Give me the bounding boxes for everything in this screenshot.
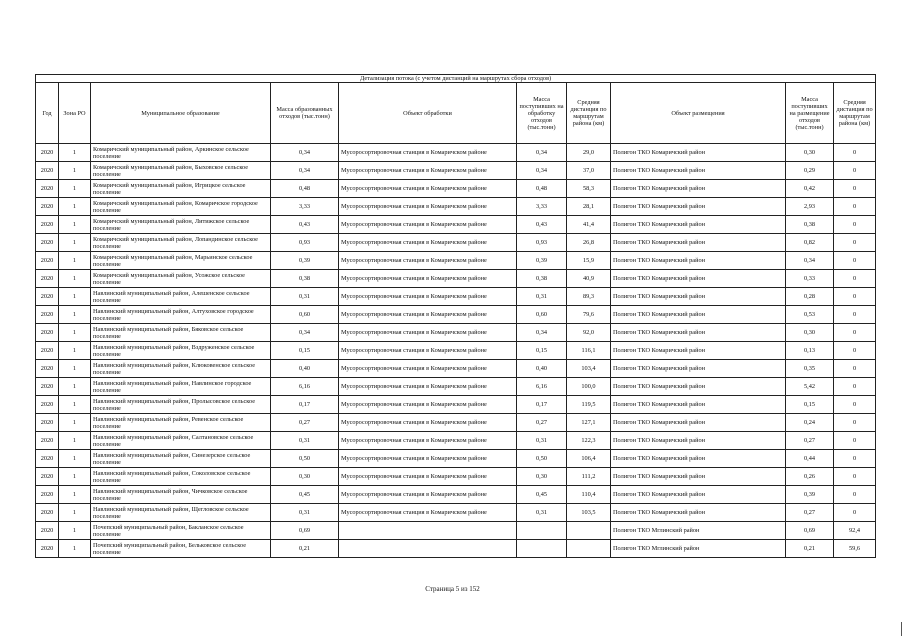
cell-mass-generated: 0,38	[271, 270, 339, 288]
cell-placement-distance: 59,6	[834, 540, 876, 558]
cell-placement-object: Полигон ТКО Комаричский район	[611, 198, 786, 216]
cell-zone: 1	[59, 306, 91, 324]
table-row	[36, 324, 876, 342]
cell-placement-object: Полигон ТКО Комаричский район	[611, 504, 786, 522]
cell-placement-object: Полигон ТКО Комаричский район	[611, 432, 786, 450]
cell-processing-object	[339, 522, 517, 540]
cell-year: 2020	[36, 180, 59, 198]
cell-placement-mass: 0,30	[786, 144, 834, 162]
header-year: Год	[36, 83, 59, 144]
table-caption: Детализация потока (с учетом дистанций на маршрутах сбора отходов)	[36, 75, 876, 83]
header-placement-distance: Средняя дистанция по маршрутам района (км)	[834, 83, 876, 144]
cell-zone: 1	[59, 198, 91, 216]
table-row	[36, 144, 876, 162]
cell-year: 2020	[36, 504, 59, 522]
cell-mass-generated: 0,34	[271, 144, 339, 162]
cell-processing-mass: 0,15	[517, 342, 567, 360]
cell-year: 2020	[36, 324, 59, 342]
cell-placement-mass: 0,39	[786, 486, 834, 504]
cell-placement-mass: 0,34	[786, 252, 834, 270]
cell-placement-object: Полигон ТКО Комаричский район	[611, 360, 786, 378]
cell-placement-mass: 0,27	[786, 432, 834, 450]
cell-mass-generated: 0,93	[271, 234, 339, 252]
cell-municipality: Комаричский муниципальный район, Лопандинское сельское поселение	[91, 234, 271, 252]
cell-processing-object: Мусоросортировочная станция в Комаричском районе	[339, 144, 517, 162]
cell-placement-object: Полигон ТКО Комаричский район	[611, 378, 786, 396]
table-body	[36, 144, 876, 558]
cell-year: 2020	[36, 432, 59, 450]
cell-mass-generated: 0,48	[271, 180, 339, 198]
cell-placement-object: Полигон ТКО Комаричский район	[611, 486, 786, 504]
cell-zone: 1	[59, 486, 91, 504]
cell-processing-distance: 26,8	[567, 234, 611, 252]
cell-placement-distance: 0	[834, 504, 876, 522]
cell-placement-object: Полигон ТКО Комаричский район	[611, 234, 786, 252]
cell-placement-distance: 0	[834, 432, 876, 450]
cell-processing-mass: 0,39	[517, 252, 567, 270]
cell-mass-generated: 6,16	[271, 378, 339, 396]
cell-zone: 1	[59, 522, 91, 540]
cell-municipality: Комаричский муниципальный район, Марьинское сельское поселение	[91, 252, 271, 270]
cell-placement-distance: 0	[834, 306, 876, 324]
cell-placement-mass: 0,30	[786, 324, 834, 342]
cell-processing-distance: 40,9	[567, 270, 611, 288]
cell-processing-distance: 89,3	[567, 288, 611, 306]
cell-zone: 1	[59, 540, 91, 558]
cell-municipality: Почепский муниципальный район, Бельковское сельское поселение	[91, 540, 271, 558]
cell-placement-distance: 92,4	[834, 522, 876, 540]
cell-year: 2020	[36, 162, 59, 180]
cell-placement-distance: 0	[834, 324, 876, 342]
cell-processing-distance: 110,4	[567, 486, 611, 504]
cell-placement-object: Полигон ТКО Мглинский район	[611, 540, 786, 558]
waste-flow-table	[35, 74, 876, 558]
cell-municipality: Почепский муниципальный район, Бакланское сельское поселение	[91, 522, 271, 540]
cell-placement-distance: 0	[834, 414, 876, 432]
cell-zone: 1	[59, 324, 91, 342]
cell-placement-object: Полигон ТКО Комаричский район	[611, 288, 786, 306]
scan-edge-mark	[901, 622, 902, 636]
cell-municipality: Комаричский муниципальный район, Усожское сельское поселение	[91, 270, 271, 288]
cell-processing-object: Мусоросортировочная станция в Комаричском районе	[339, 234, 517, 252]
table-row	[36, 468, 876, 486]
cell-processing-object: Мусоросортировочная станция в Комаричском районе	[339, 504, 517, 522]
cell-processing-distance: 127,1	[567, 414, 611, 432]
cell-processing-distance: 92,0	[567, 324, 611, 342]
cell-zone: 1	[59, 342, 91, 360]
cell-processing-object: Мусоросортировочная станция в Комаричском районе	[339, 468, 517, 486]
cell-mass-generated: 0,45	[271, 486, 339, 504]
cell-placement-mass: 0,44	[786, 450, 834, 468]
cell-mass-generated: 0,30	[271, 468, 339, 486]
cell-placement-mass: 0,82	[786, 234, 834, 252]
header-zone: Зона РО	[59, 83, 91, 144]
cell-placement-mass: 0,26	[786, 468, 834, 486]
table-row	[36, 234, 876, 252]
cell-placement-object: Полигон ТКО Мглинский район	[611, 522, 786, 540]
cell-zone: 1	[59, 270, 91, 288]
cell-processing-distance: 106,4	[567, 450, 611, 468]
cell-processing-mass: 0,38	[517, 270, 567, 288]
cell-processing-distance	[567, 540, 611, 558]
cell-placement-mass: 2,93	[786, 198, 834, 216]
table-row	[36, 342, 876, 360]
table-row	[36, 270, 876, 288]
cell-mass-generated: 3,33	[271, 198, 339, 216]
table-row	[36, 288, 876, 306]
cell-processing-object: Мусоросортировочная станция в Комаричском районе	[339, 162, 517, 180]
header-municipality: Муниципальное образование	[91, 83, 271, 144]
cell-placement-distance: 0	[834, 252, 876, 270]
cell-processing-mass: 0,17	[517, 396, 567, 414]
cell-zone: 1	[59, 414, 91, 432]
cell-mass-generated: 0,17	[271, 396, 339, 414]
table-row	[36, 396, 876, 414]
cell-mass-generated: 0,31	[271, 504, 339, 522]
cell-placement-distance: 0	[834, 396, 876, 414]
cell-placement-object: Полигон ТКО Комаричский район	[611, 216, 786, 234]
cell-municipality: Комаричский муниципальный район, Игрицкое сельское поселение	[91, 180, 271, 198]
cell-processing-object: Мусоросортировочная станция в Комаричском районе	[339, 306, 517, 324]
cell-mass-generated: 0,50	[271, 450, 339, 468]
header-placement-object: Объект размещения	[611, 83, 786, 144]
cell-placement-distance: 0	[834, 468, 876, 486]
cell-processing-distance: 15,9	[567, 252, 611, 270]
header-placement-mass: Масса поступивших на размещение отходов (тыс.тонн)	[786, 83, 834, 144]
cell-placement-object: Полигон ТКО Комаричский район	[611, 270, 786, 288]
cell-municipality: Навлинский муниципальный район, Щегловское сельское поселение	[91, 504, 271, 522]
table-row	[36, 306, 876, 324]
cell-placement-object: Полигон ТКО Комаричский район	[611, 450, 786, 468]
table-row	[36, 252, 876, 270]
cell-processing-distance: 111,2	[567, 468, 611, 486]
cell-placement-object: Полигон ТКО Комаричский район	[611, 468, 786, 486]
cell-municipality: Навлинский муниципальный район, Навлинское городское поселение	[91, 378, 271, 396]
cell-municipality: Навлинский муниципальный район, Салтановское сельское поселение	[91, 432, 271, 450]
cell-municipality: Комаричский муниципальный район, Аркинское сельское поселение	[91, 144, 271, 162]
cell-processing-distance: 116,1	[567, 342, 611, 360]
table-row	[36, 198, 876, 216]
cell-processing-object: Мусоросортировочная станция в Комаричском районе	[339, 486, 517, 504]
cell-zone: 1	[59, 450, 91, 468]
cell-placement-object: Полигон ТКО Комаричский район	[611, 414, 786, 432]
cell-placement-mass: 0,69	[786, 522, 834, 540]
cell-placement-mass: 0,38	[786, 216, 834, 234]
cell-processing-object: Мусоросортировочная станция в Комаричском районе	[339, 342, 517, 360]
cell-zone: 1	[59, 288, 91, 306]
cell-placement-object: Полигон ТКО Комаричский район	[611, 180, 786, 198]
cell-processing-object	[339, 540, 517, 558]
cell-processing-distance: 100,0	[567, 378, 611, 396]
cell-placement-distance: 0	[834, 360, 876, 378]
cell-year: 2020	[36, 306, 59, 324]
cell-placement-distance: 0	[834, 450, 876, 468]
cell-placement-distance: 0	[834, 144, 876, 162]
table-row	[36, 486, 876, 504]
cell-placement-object: Полигон ТКО Комаричский район	[611, 162, 786, 180]
cell-placement-distance: 0	[834, 198, 876, 216]
cell-processing-mass: 0,48	[517, 180, 567, 198]
cell-processing-distance: 103,4	[567, 360, 611, 378]
cell-mass-generated: 0,27	[271, 414, 339, 432]
cell-year: 2020	[36, 270, 59, 288]
cell-processing-distance: 37,0	[567, 162, 611, 180]
cell-placement-distance: 0	[834, 180, 876, 198]
table-row	[36, 414, 876, 432]
cell-mass-generated: 0,39	[271, 252, 339, 270]
cell-processing-mass: 0,50	[517, 450, 567, 468]
cell-processing-mass: 6,16	[517, 378, 567, 396]
cell-processing-mass	[517, 540, 567, 558]
cell-processing-mass: 3,33	[517, 198, 567, 216]
header-mass-generated: Масса образованных отходов (тыс.тонн)	[271, 83, 339, 144]
cell-placement-mass: 0,29	[786, 162, 834, 180]
cell-placement-mass: 0,35	[786, 360, 834, 378]
cell-year: 2020	[36, 144, 59, 162]
cell-placement-object: Полигон ТКО Комаричский район	[611, 306, 786, 324]
cell-placement-mass: 0,15	[786, 396, 834, 414]
cell-mass-generated: 0,40	[271, 360, 339, 378]
cell-processing-mass: 0,34	[517, 162, 567, 180]
cell-year: 2020	[36, 468, 59, 486]
cell-processing-object: Мусоросортировочная станция в Комаричском районе	[339, 396, 517, 414]
cell-municipality: Навлинский муниципальный район, Алешенское сельское поселение	[91, 288, 271, 306]
cell-placement-mass: 0,28	[786, 288, 834, 306]
cell-municipality: Навлинский муниципальный район, Соколовское сельское поселение	[91, 468, 271, 486]
cell-placement-mass: 0,27	[786, 504, 834, 522]
cell-processing-object: Мусоросортировочная станция в Комаричском районе	[339, 324, 517, 342]
cell-zone: 1	[59, 504, 91, 522]
cell-processing-mass: 0,27	[517, 414, 567, 432]
table-row	[36, 450, 876, 468]
cell-zone: 1	[59, 360, 91, 378]
cell-zone: 1	[59, 432, 91, 450]
cell-mass-generated: 0,31	[271, 288, 339, 306]
cell-placement-distance: 0	[834, 288, 876, 306]
table-row	[36, 432, 876, 450]
cell-processing-mass	[517, 522, 567, 540]
cell-placement-distance: 0	[834, 342, 876, 360]
table-row	[36, 378, 876, 396]
cell-mass-generated: 0,43	[271, 216, 339, 234]
table-row	[36, 162, 876, 180]
cell-municipality: Навлинский муниципальный район, Пролысовское сельское поселение	[91, 396, 271, 414]
cell-placement-mass: 0,24	[786, 414, 834, 432]
cell-year: 2020	[36, 378, 59, 396]
table-row	[36, 522, 876, 540]
cell-year: 2020	[36, 342, 59, 360]
cell-municipality: Комаричский муниципальный район, Комаричское городское поселение	[91, 198, 271, 216]
cell-processing-object: Мусоросортировочная станция в Комаричском районе	[339, 198, 517, 216]
page-number: Страница 5 из 152	[425, 585, 480, 593]
cell-placement-distance: 0	[834, 162, 876, 180]
cell-municipality: Навлинский муниципальный район, Чичковское сельское поселение	[91, 486, 271, 504]
cell-processing-mass: 0,93	[517, 234, 567, 252]
cell-zone: 1	[59, 144, 91, 162]
cell-processing-mass: 0,40	[517, 360, 567, 378]
cell-zone: 1	[59, 162, 91, 180]
cell-zone: 1	[59, 396, 91, 414]
cell-zone: 1	[59, 216, 91, 234]
cell-municipality: Комаричский муниципальный район, Быховское сельское поселение	[91, 162, 271, 180]
cell-year: 2020	[36, 360, 59, 378]
cell-processing-mass: 0,31	[517, 288, 567, 306]
cell-processing-object: Мусоросортировочная станция в Комаричском районе	[339, 216, 517, 234]
cell-processing-distance: 28,1	[567, 198, 611, 216]
cell-processing-mass: 0,43	[517, 216, 567, 234]
cell-placement-mass: 0,42	[786, 180, 834, 198]
cell-processing-distance: 29,0	[567, 144, 611, 162]
cell-mass-generated: 0,31	[271, 432, 339, 450]
cell-year: 2020	[36, 396, 59, 414]
cell-processing-mass: 0,31	[517, 432, 567, 450]
cell-processing-mass: 0,31	[517, 504, 567, 522]
table-row	[36, 180, 876, 198]
cell-processing-object: Мусоросортировочная станция в Комаричском районе	[339, 252, 517, 270]
table-header-row	[36, 83, 876, 144]
cell-placement-object: Полигон ТКО Комаричский район	[611, 252, 786, 270]
table-row	[36, 540, 876, 558]
cell-zone: 1	[59, 468, 91, 486]
cell-municipality: Навлинский муниципальный район, Синезерское сельское поселение	[91, 450, 271, 468]
cell-processing-object: Мусоросортировочная станция в Комаричском районе	[339, 270, 517, 288]
cell-mass-generated: 0,34	[271, 324, 339, 342]
cell-placement-distance: 0	[834, 378, 876, 396]
cell-placement-distance: 0	[834, 486, 876, 504]
cell-placement-mass: 0,33	[786, 270, 834, 288]
cell-municipality: Навлинский муниципальный район, Вздруженское сельское поселение	[91, 342, 271, 360]
cell-municipality: Навлинский муниципальный район, Ревенское сельское поселение	[91, 414, 271, 432]
cell-placement-distance: 0	[834, 234, 876, 252]
table-row	[36, 504, 876, 522]
cell-processing-mass: 0,34	[517, 144, 567, 162]
cell-year: 2020	[36, 198, 59, 216]
cell-mass-generated: 0,34	[271, 162, 339, 180]
cell-processing-mass: 0,60	[517, 306, 567, 324]
cell-year: 2020	[36, 450, 59, 468]
table-row	[36, 360, 876, 378]
cell-year: 2020	[36, 216, 59, 234]
cell-placement-object: Полигон ТКО Комаричский район	[611, 396, 786, 414]
cell-processing-object: Мусоросортировочная станция в Комаричском районе	[339, 414, 517, 432]
cell-placement-mass: 0,13	[786, 342, 834, 360]
cell-placement-object: Полигон ТКО Комаричский район	[611, 144, 786, 162]
cell-year: 2020	[36, 288, 59, 306]
cell-zone: 1	[59, 252, 91, 270]
cell-year: 2020	[36, 522, 59, 540]
cell-zone: 1	[59, 234, 91, 252]
cell-processing-mass: 0,45	[517, 486, 567, 504]
cell-municipality: Комаричский муниципальный район, Литижское сельское поселение	[91, 216, 271, 234]
cell-placement-mass: 0,21	[786, 540, 834, 558]
cell-processing-object: Мусоросортировочная станция в Комаричском районе	[339, 288, 517, 306]
cell-processing-distance: 119,5	[567, 396, 611, 414]
cell-processing-distance: 122,3	[567, 432, 611, 450]
cell-municipality: Навлинский муниципальный район, Клюковенское сельское поселение	[91, 360, 271, 378]
cell-municipality: Навлинский муниципальный район, Алтуховское городское поселение	[91, 306, 271, 324]
cell-processing-distance	[567, 522, 611, 540]
cell-mass-generated: 0,60	[271, 306, 339, 324]
cell-placement-object: Полигон ТКО Комаричский район	[611, 324, 786, 342]
cell-placement-distance: 0	[834, 270, 876, 288]
cell-processing-object: Мусоросортировочная станция в Комаричском районе	[339, 378, 517, 396]
cell-placement-mass: 5,42	[786, 378, 834, 396]
table-row	[36, 216, 876, 234]
cell-zone: 1	[59, 180, 91, 198]
header-processing-object: Объект обработки	[339, 83, 517, 144]
cell-mass-generated: 0,69	[271, 522, 339, 540]
cell-year: 2020	[36, 234, 59, 252]
cell-processing-mass: 0,30	[517, 468, 567, 486]
cell-processing-distance: 41,4	[567, 216, 611, 234]
cell-processing-distance: 79,6	[567, 306, 611, 324]
cell-placement-mass: 0,53	[786, 306, 834, 324]
cell-processing-mass: 0,34	[517, 324, 567, 342]
cell-processing-object: Мусоросортировочная станция в Комаричском районе	[339, 450, 517, 468]
cell-year: 2020	[36, 252, 59, 270]
cell-placement-object: Полигон ТКО Комаричский район	[611, 342, 786, 360]
cell-year: 2020	[36, 414, 59, 432]
cell-municipality: Навлинский муниципальный район, Бяковское сельское поселение	[91, 324, 271, 342]
cell-year: 2020	[36, 540, 59, 558]
cell-mass-generated: 0,21	[271, 540, 339, 558]
cell-processing-object: Мусоросортировочная станция в Комаричском районе	[339, 180, 517, 198]
header-processing-distance: Средняя дистанция по маршрутам района (км)	[567, 83, 611, 144]
header-processing-mass: Масса поступивших на обработку отходов (тыс.тонн)	[517, 83, 567, 144]
cell-processing-distance: 58,3	[567, 180, 611, 198]
cell-mass-generated: 0,15	[271, 342, 339, 360]
cell-processing-object: Мусоросортировочная станция в Комаричском районе	[339, 360, 517, 378]
cell-processing-distance: 103,5	[567, 504, 611, 522]
cell-processing-object: Мусоросортировочная станция в Комаричском районе	[339, 432, 517, 450]
cell-placement-distance: 0	[834, 216, 876, 234]
cell-zone: 1	[59, 378, 91, 396]
cell-year: 2020	[36, 486, 59, 504]
